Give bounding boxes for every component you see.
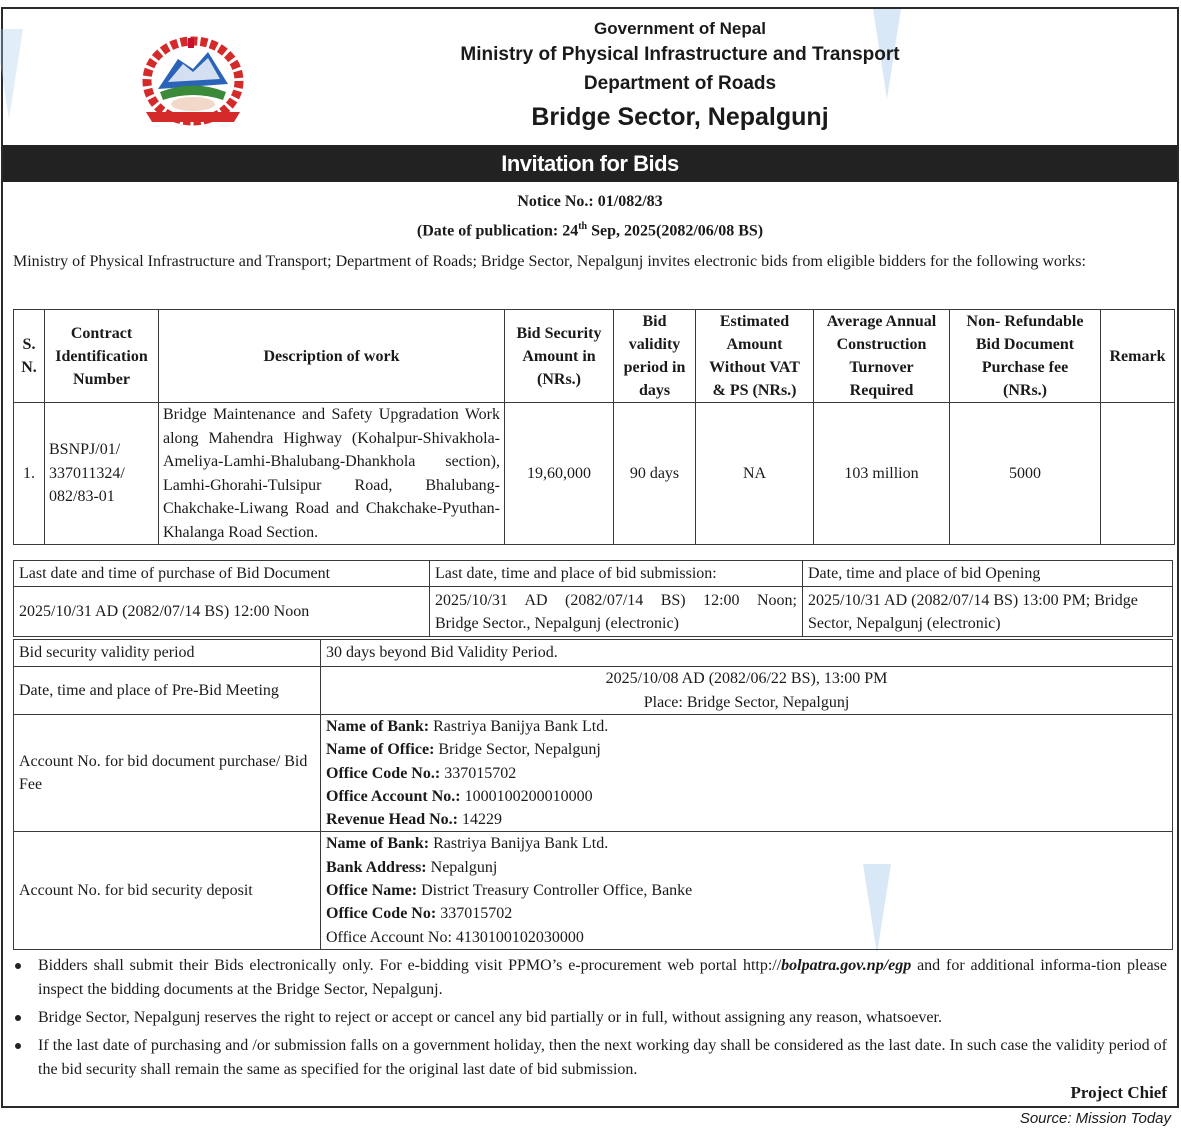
header-turnover [814,310,950,403]
header-line: Without VAT [709,359,800,376]
account-key: Revenue Head No.: [326,811,458,829]
account-value: 337015702 [436,905,513,923]
info-row [14,715,1173,832]
header-remark: Remark [1101,310,1175,403]
condition-text: Bridge Sector, Nepalgunj reserves the right to reject or accept or cancel any bid partially or in full, without assigning any reason, whatsoever. [38,1009,942,1026]
header-line: S. [22,336,36,353]
header-line: Construction [836,336,927,353]
header-line: & PS (NRs.) [712,382,797,399]
header-validity [614,310,696,403]
purchase-deadline-label: Last date and time of purchase of Bid Document [14,561,430,587]
purchase-deadline-value: 2025/10/31 AD (2082/07/14 BS) 12:00 Noon [14,587,430,637]
office-title: Bridge Sector, Nepalgunj [531,103,829,131]
condition-item [13,1034,1167,1082]
account-line [326,856,1167,879]
cell-validity: 90 days [614,403,696,545]
header-line: Contract [70,324,133,342]
dates-label-row [14,561,1173,587]
account-line [326,879,1167,902]
prebid-value [321,667,1173,715]
publication-date-sup: th [578,221,588,232]
bullet-icon [15,963,21,969]
cell-bid-security: 19,60,000 [505,403,614,545]
cell-contract-id [45,403,159,545]
submission-value-line: Bridge Sector., Nepalgunj (electronic) [435,614,679,632]
security-validity-label: Bid security validity period [14,640,321,667]
fee-account-label: Account No. for bid document purchase/ Bid Fee [14,715,321,832]
condition-text: If the last date of purchasing and /or submission falls on a government holiday, then the next working day shall be considered as the last date. In such case the validity period of the bid security shall remain the same as specified for the original last date of bid submission. [38,1037,1167,1078]
header-line: Required [849,382,914,399]
submission-deadline-value [430,587,803,637]
account-line [326,785,1167,808]
account-value: Nepalgunj [426,858,498,876]
header-line: Bid Document [975,336,1075,353]
info-row [14,832,1173,949]
header-description: Description of work [159,310,505,403]
submission-deadline-label: Last date, time and place of bid submission: [430,561,803,587]
department-title: Department of Roads [583,73,777,94]
header-fee [950,310,1101,403]
header-line: Average Annual [826,313,937,330]
opening-label: Date, time and place of bid Opening [803,561,1173,587]
account-key: Bank Address: [326,858,427,876]
contract-id-line: 337011324/ [49,464,125,482]
publication-date-suffix: Sep, 2025(2082/06/08 BS) [587,222,764,240]
header-line: N. [21,359,37,376]
header-line: Bid Security [516,324,602,342]
cell-estimated: NA [696,403,814,545]
account-value: Office Account No: 4130100102030000 [326,928,584,946]
government-title: Government of Nepal [594,19,766,38]
info-row [14,640,1173,667]
submission-value-line: 2025/10/31 AD (2082/07/14 BS) 12:00 Noon; [435,591,797,609]
table-header-row [14,310,1175,403]
contract-id-line: BSNPJ/01/ [49,441,121,459]
security-account-details [321,832,1173,949]
header-line: Turnover [849,359,914,376]
cell-remark [1101,403,1175,545]
account-value: 337015702 [440,764,517,782]
header-line: Non- Refundable [966,313,1084,330]
header-estimated [696,310,814,403]
cell-sn: 1. [14,403,45,545]
cell-fee: 5000 [950,403,1101,545]
cell-description: Bridge Maintenance and Safety Upgradation Work along Mahendra Highway (Kohalpur-Shivakhola-Ameliya-Lamhi-Bhalubang-Dhankhola section), Lamhi-Ghorahi-Tulsipur Road, Bhalubang-Chakchake-Liwang Road and Chakchake-Pyuthan-Khalanga Road Section. [159,403,505,545]
security-account-label: Account No. for bid security deposit [14,832,321,949]
prebid-datetime: 2025/10/08 AD (2082/06/22 BS), 13:00 PM [605,670,888,688]
condition-item [13,1006,1167,1030]
notice-frame [1,7,1179,1108]
condition-text: and for additional informa-tion please inspect the bidding documents at the Bridge Sector, Nepalgunj. [38,957,1167,998]
bullet-icon [15,1015,21,1021]
header-bid-security [505,310,614,403]
header-line: days [638,382,671,399]
account-line [326,902,1167,925]
account-value: 1000100200010000 [460,787,593,805]
account-value: 14229 [457,811,502,829]
letterhead [3,9,1177,145]
signatory: Project Chief [1070,1083,1167,1102]
publication-date [3,221,1177,240]
publication-date-prefix: (Date of publication: 24 [416,222,579,240]
header-line: validity [628,336,681,353]
ministry-title: Ministry of Physical Infrastructure and Transport [460,44,900,65]
security-validity-value: 30 days beyond Bid Validity Period. [321,640,1173,667]
account-line [326,926,1167,949]
info-table [13,639,1173,950]
header-contract-id [45,310,159,403]
account-value: Bridge Sector, Nepalgunj [434,741,601,759]
source-credit: Source: Mission Today [1019,1110,1171,1127]
header-line: period in [623,359,686,376]
condition-text: Bidders shall submit their Bids electronically only. For e-bidding visit PPMO’s e-procurement web portal http:// [38,957,782,974]
account-key: Office Name: [326,882,418,900]
account-line [326,808,1167,831]
info-row [14,667,1173,715]
header-line: Identification [55,347,148,365]
account-value: Rastriya Banijya Bank Ltd. [429,835,609,853]
header-line: Bid [642,313,667,330]
header-line: Amount in [522,347,596,365]
fee-account-details [321,715,1173,832]
invitation-banner: Invitation for Bids [3,145,1177,182]
account-key: Name of Office: [326,741,435,759]
dates-table [13,560,1173,637]
account-line [326,832,1167,855]
account-key: Office Code No: [326,905,437,923]
prebid-place: Place: Bridge Sector, Nepalgunj [643,693,850,711]
account-key: Office Account No.: [326,787,461,805]
bullet-icon [15,1043,21,1049]
header-line: Purchase fee [981,359,1069,376]
cell-turnover: 103 million [814,403,950,545]
header-line: (NRs.) [1003,382,1047,399]
prebid-label: Date, time and place of Pre-Bid Meeting [14,667,321,715]
account-value: Rastriya Banijya Bank Ltd. [429,718,609,735]
header-line: Estimated [719,313,790,330]
nepal-emblem-icon [138,34,248,129]
works-table [13,309,1175,545]
dates-value-row [14,587,1173,637]
account-key: Name of Bank: [326,718,430,735]
header-sn [14,310,45,403]
table-row [14,403,1175,545]
header-line: Number [73,370,130,388]
account-line [326,738,1167,761]
account-key: Name of Bank: [326,835,430,853]
egp-portal-link[interactable]: bolpatra.gov.np/egp [781,957,912,974]
conditions-list [13,954,1167,1086]
account-value: District Treasury Controller Office, Banke [417,882,693,900]
notice-number: Notice No.: 01/082/83 [517,193,663,210]
account-line [326,715,1167,738]
header-line: Amount [726,336,783,353]
header-line: (NRs.) [537,370,581,388]
account-key: Office Code No.: [326,764,441,782]
opening-value: 2025/10/31 AD (2082/07/14 BS) 13:00 PM; Bridge Sector, Nepalgunj (electronic) [803,587,1173,637]
contract-id-line: 082/83-01 [49,488,115,506]
account-line [326,762,1167,785]
intro-paragraph: Ministry of Physical Infrastructure and Transport; Department of Roads; Bridge Sector, Nepalgunj invites electronic bids from eligible bidders for the following works: [13,253,1086,270]
condition-item [13,954,1167,1002]
